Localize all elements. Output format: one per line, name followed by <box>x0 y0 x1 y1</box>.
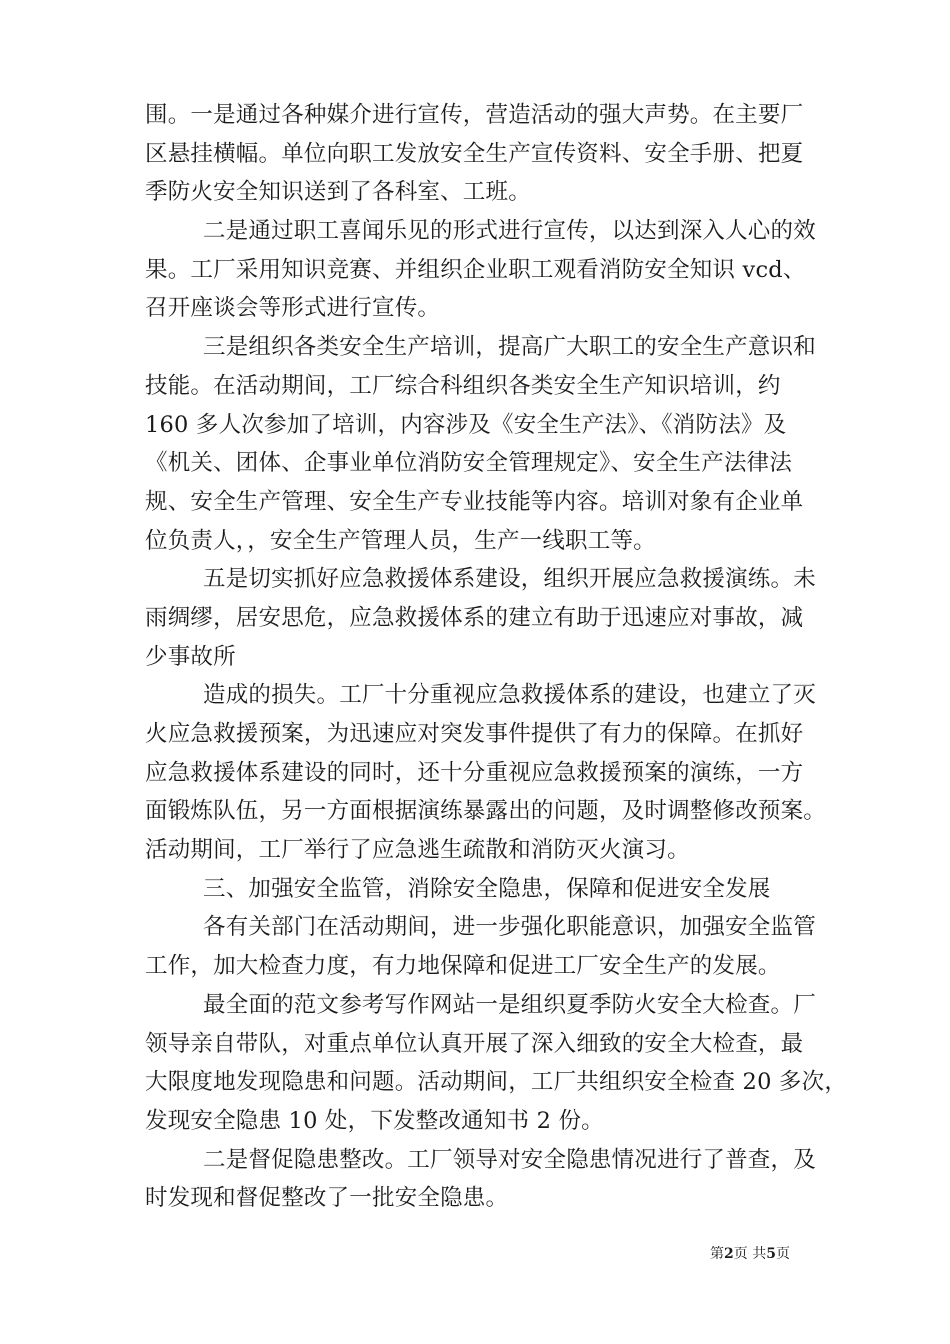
text-line: 季防火安全知识送到了各科室、工班。 <box>145 179 531 206</box>
page-number-footer <box>710 1244 790 1264</box>
text-line: 规、安全生产管理、安全生产专业技能等内容。培训对象有企业单 <box>145 488 804 515</box>
footer-current-page: 2 <box>724 1246 734 1262</box>
footer-suffix: 页 <box>775 1246 790 1262</box>
text-line: 应急救援体系建设的同时，还十分重视应急救援预案的演练，一方 <box>145 759 804 786</box>
text-line: 造成的损失。工厂十分重视应急救援体系的建设，也建立了灭 <box>203 682 816 709</box>
text-line: 《机关、团体、企事业单位消防安全管理规定》、安全生产法律法 <box>145 450 793 477</box>
text-line: 领导亲自带队，对重点单位认真开展了深入细致的安全大检查，最 <box>145 1030 804 1057</box>
text-line: 雨绸缪，居安思危，应急救援体系的建立有助于迅速应对事故，减 <box>145 604 804 631</box>
text-line: 三、加强安全监管，消除安全隐患，保障和促进安全发展 <box>203 875 771 902</box>
text-line: 位负责人，，安全生产管理人员，生产一线职工等。 <box>145 527 656 554</box>
text-line: 活动期间，工厂举行了应急逃生疏散和消防灭火演习。 <box>145 837 690 864</box>
text-line: 发现安全隐患 10 处，下发整改通知书 2 份。 <box>145 1107 604 1134</box>
text-line: 最全面的范文参考写作网站一是组织夏季防火安全大检查。厂 <box>203 991 816 1018</box>
text-line: 二是督促隐患整改。工厂领导对安全隐患情况进行了普查，及 <box>203 1146 816 1173</box>
footer-middle: 页 共 <box>733 1246 767 1262</box>
footer-total-pages: 5 <box>766 1246 776 1262</box>
document-body <box>145 96 848 1218</box>
text-line: 围。一是通过各种媒介进行宣传，营造活动的强大声势。在主要厂 <box>145 102 804 128</box>
footer-prefix: 第 <box>710 1246 724 1262</box>
text-line: 召开座谈会等形式进行宣传。 <box>145 295 441 322</box>
text-line: 技能。在活动期间，工厂综合科组织各类安全生产知识培训，约 <box>145 372 781 399</box>
text-line: 工作，加大检查力度，有力地保障和促进工厂安全生产的发展。 <box>145 953 781 980</box>
text-line: 各有关部门在活动期间，进一步强化职能意识，加强安全监管 <box>203 914 816 941</box>
text-line: 大限度地发现隐患和问题。活动期间，工厂共组织安全检查 20 多次， <box>145 1069 848 1096</box>
text-line: 二是通过职工喜闻乐见的形式进行宣传，以达到深入人心的效 <box>203 218 816 245</box>
text-line: 五是切实抓好应急救援体系建设，组织开展应急救援演练。未 <box>203 566 816 593</box>
text-line: 160 多人次参加了培训，内容涉及《安全生产法》、《消防法》及 <box>145 411 787 438</box>
text-line: 果。工厂采用知识竞赛、并组织企业职工观看消防安全知识 vcd、 <box>145 256 806 283</box>
text-line: 少事故所 <box>145 643 236 670</box>
text-line: 面锻炼队伍，另一方面根据演练暴露出的问题，及时调整修改预案。 <box>145 798 827 825</box>
text-line: 时发现和督促整改了一批安全隐患。 <box>145 1185 509 1212</box>
text-line: 火应急救援预案，为迅速应对突发事件提供了有力的保障。在抓好 <box>145 721 804 747</box>
text-line: 三是组织各类安全生产培训，提高广大职工的安全生产意识和 <box>203 334 816 361</box>
text-line: 区悬挂横幅。单位向职工发放安全生产宣传资料、安全手册、把夏 <box>145 140 804 167</box>
